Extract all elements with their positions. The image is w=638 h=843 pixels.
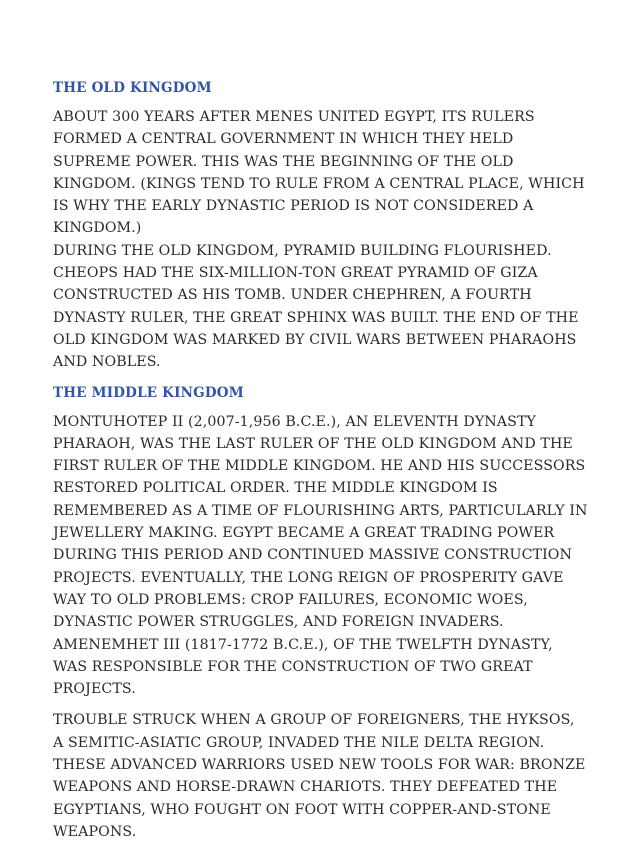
paragraph-old-kingdom-intro: ABOUT 300 YEARS AFTER MENES UNITED EGYPT, ITS RULERS FORMED A CENTRAL GOVERNMENT IN WHICH THEY HELD SUPREME POWER. THIS WAS THE BEGINNING OF THE OLD KINGDOM. (KINGS TEND TO RULE FROM A CENTRAL PLACE, WHICH IS WHY THE EARLY DYNASTIC PERIOD IS NOT CONSIDERED A KINGDOM.) <box>53 109 585 237</box>
paragraph-middle-kingdom-hyksos: TROUBLE STRUCK WHEN A GROUP OF FOREIGNERS, THE HYKSOS, A SEMITIC-ASIATIC GROUP, INVADED THE NILE DELTA REGION. THESE ADVANCED WARRIORS USED NEW TOOLS FOR WAR: BRONZE WEAPONS AND HORSE-DRAWN CHARIOTS. THEY DEFEATED THE EGYPTIANS, WHO FOUGHT ON FOOT WITH COPPER-AND-STONE WEAPONS. <box>53 712 586 840</box>
section-middle-kingdom <box>53 383 588 843</box>
section-heading-middle-kingdom: THE MIDDLE KINGDOM <box>53 384 244 401</box>
paragraph-old-kingdom-pyramids: DURING THE OLD KINGDOM, PYRAMID BUILDING FLOURISHED. CHEOPS HAD THE SIX-MILLION-TON GREAT PYRAMID OF GIZA CONSTRUCTED AS HIS TOMB. UNDER CHEPHREN, A FOURTH DYNASTY RULER, THE GREAT SPHINX WAS BUILT. THE END OF THE OLD KINGDOM WAS MARKED BY CIVIL WARS BETWEEN PHARAOHS AND NOBLES. <box>53 242 579 371</box>
section-old-kingdom <box>53 78 588 374</box>
document-page <box>53 78 588 843</box>
paragraph-middle-kingdom-montuhotep: MONTUHOTEP II (2,007-1,956 B.C.E.), AN ELEVENTH DYNASTY PHARAOH, WAS THE LAST RULER OF THE OLD KINGDOM AND THE FIRST RULER OF THE MIDDLE KINGDOM. HE AND HIS SUCCESSORS RESTORED POLITICAL ORDER. THE MIDDLE KINGDOM IS REMEMBERED AS A TIME OF FLOURISHING ARTS, PARTICULARLY IN JEWELLERY MAKING. EGYPT BECAME A GREAT TRADING POWER DURING THIS PERIOD AND CONTINUED MASSIVE CONSTRUCTION PROJECTS. EVENTUALLY, THE LONG REIGN OF PROSPERITY GAVE WAY TO OLD PROBLEMS: CROP FAILURES, ECONOMIC WOES, DYNASTIC POWER STRUGGLES, AND FOREIGN INVADERS. AMENEMHET III (1817-1772 B.C.E.), OF THE TWELFTH DYNASTY, WAS RESPONSIBLE FOR THE CONSTRUCTION OF TWO GREAT PROJECTS. <box>53 413 588 698</box>
section-heading-old-kingdom: THE OLD KINGDOM <box>53 80 212 96</box>
